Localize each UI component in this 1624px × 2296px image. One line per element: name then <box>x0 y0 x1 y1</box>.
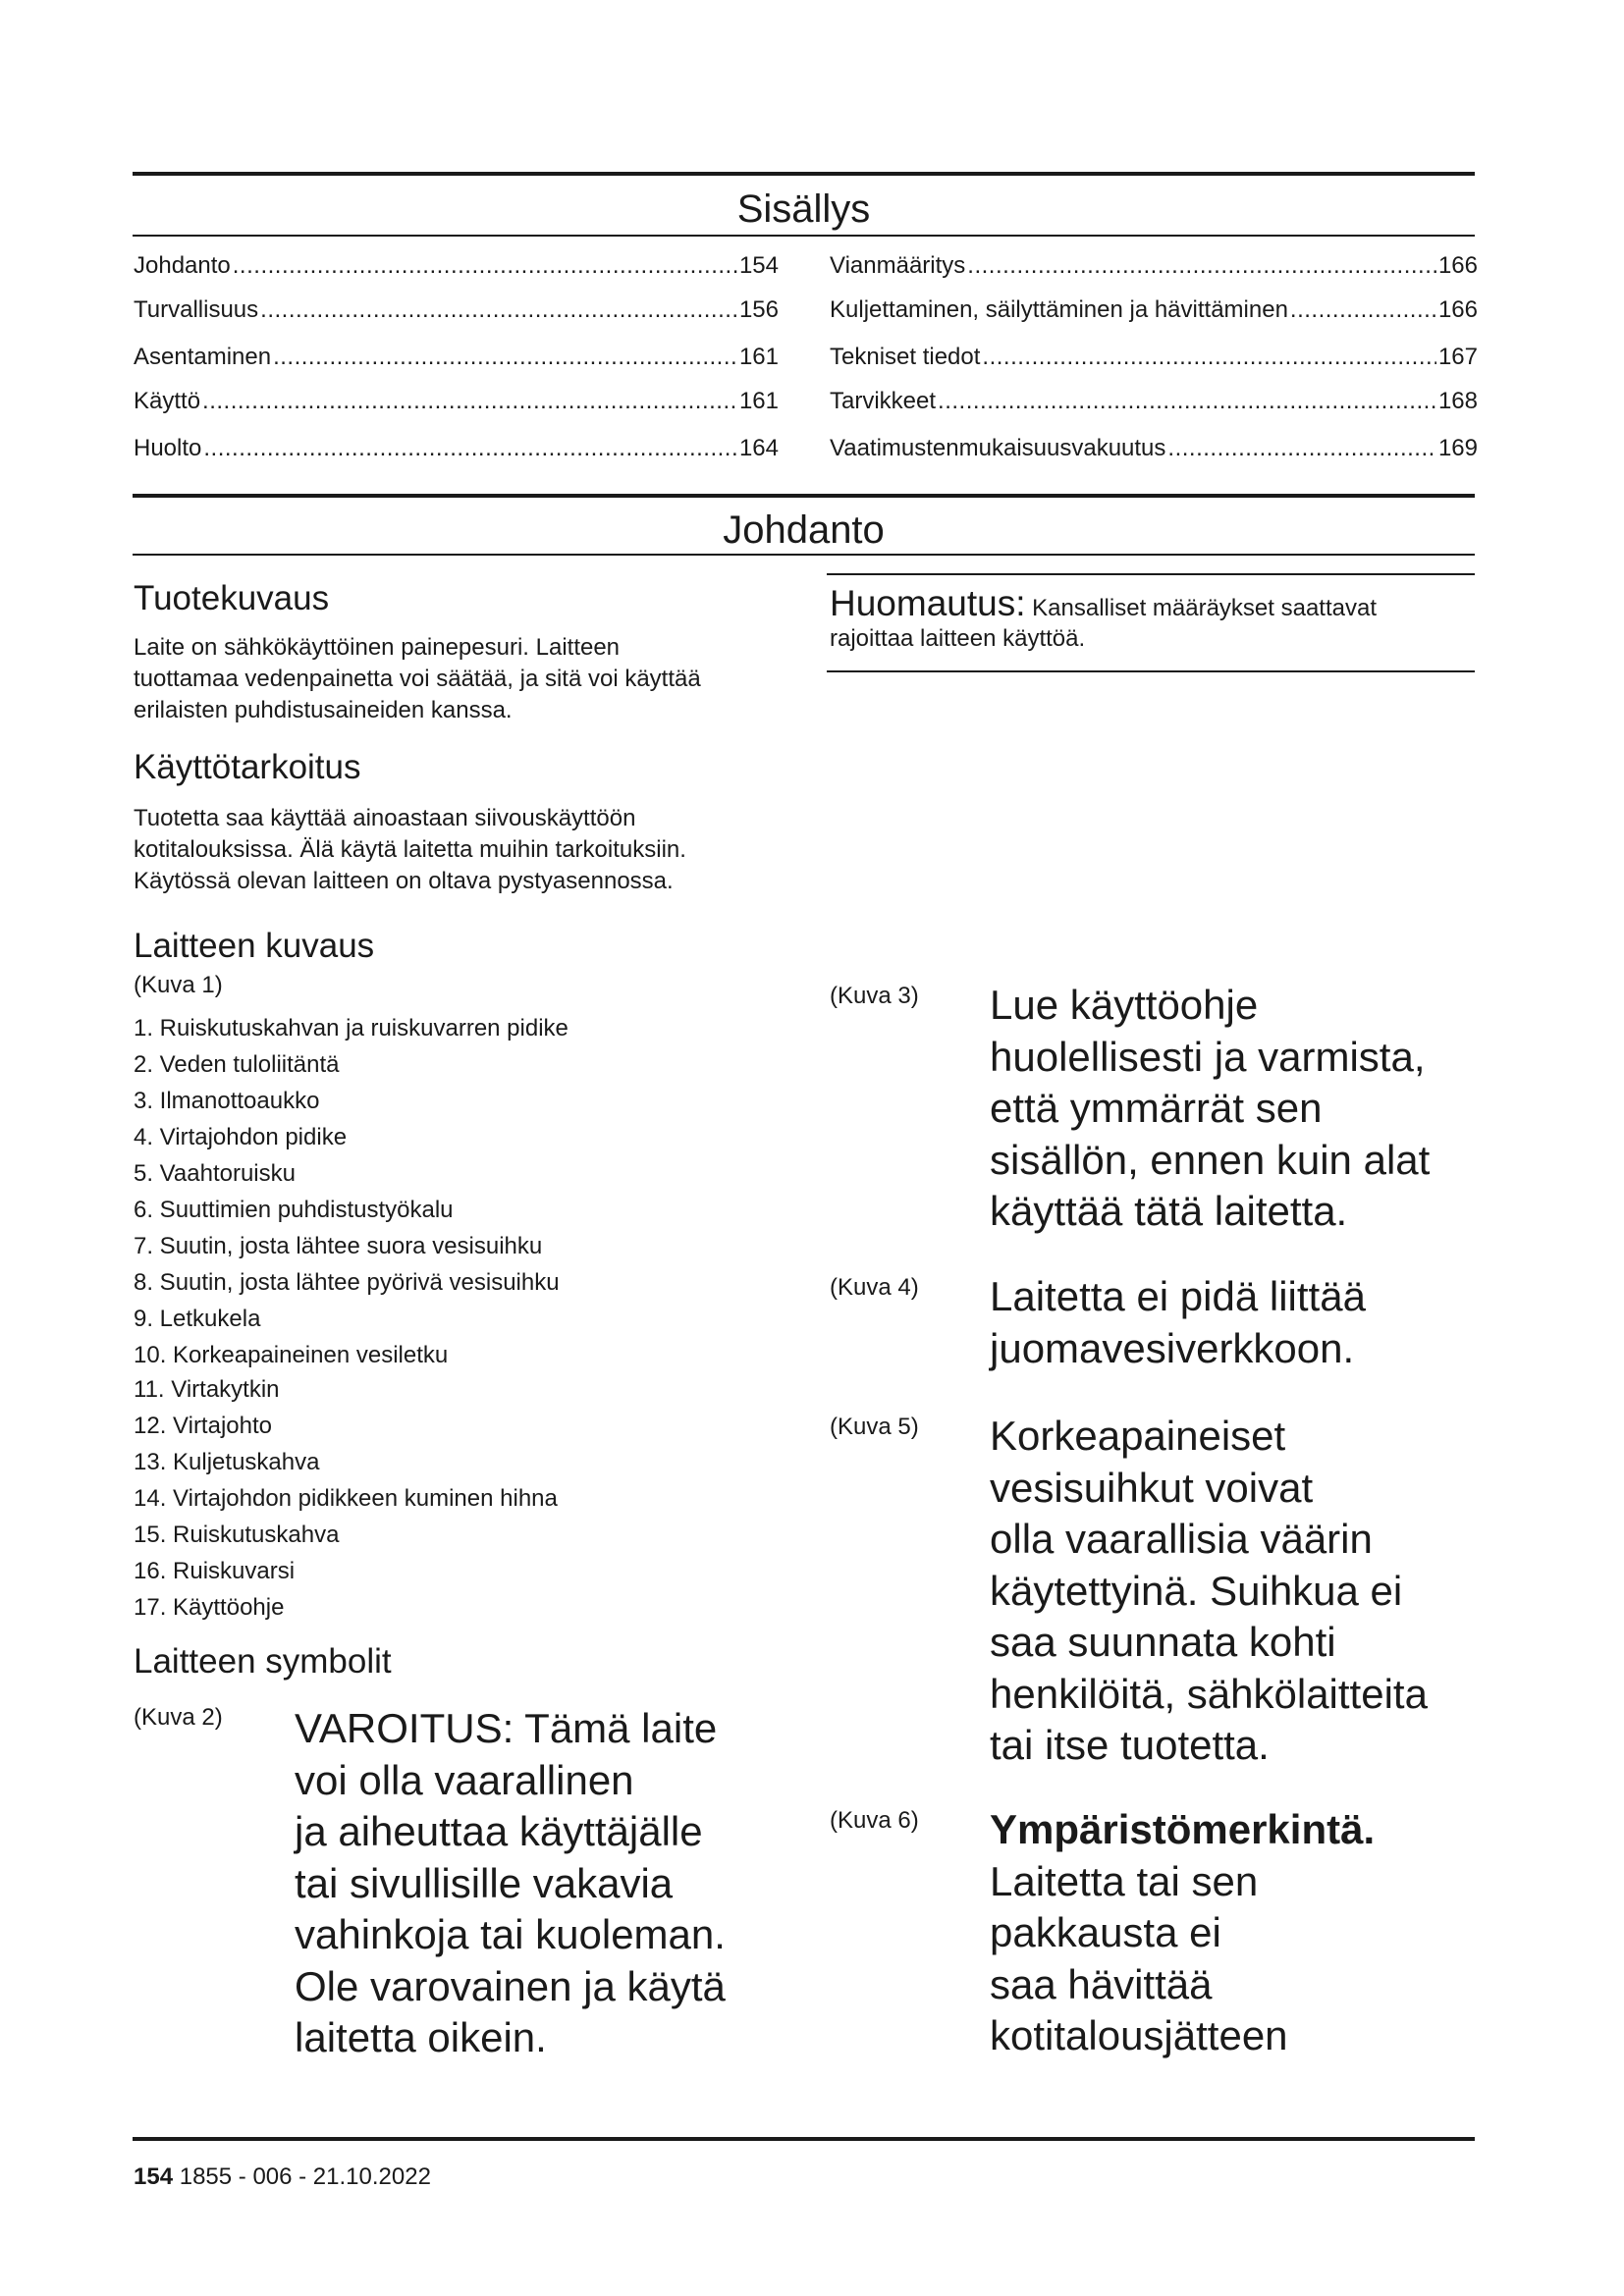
note-text: Kansalliset määräykset saattavat <box>1032 595 1378 621</box>
text-line: vahinkoja tai kuoleman. <box>295 1911 726 1957</box>
toc-entry-label: Johdanto <box>134 252 231 279</box>
text-line: saa hävittää <box>990 1960 1213 2007</box>
text-line: Laite on sähkökäyttöinen painepesuri. Laitteen <box>134 634 621 661</box>
toc-leader-dots <box>982 346 1436 369</box>
text-line: käyttää tätä laitetta. <box>990 1188 1348 1234</box>
laitteen-symbolit-heading: Laitteen symbolit <box>134 1642 392 1681</box>
text-line: sisällön, ennen kuin alat <box>990 1136 1431 1183</box>
toc-leader-dots <box>260 298 737 322</box>
toc-entry-label: Kuljettaminen, säilyttäminen ja hävittäminen <box>830 296 1288 323</box>
symbol-description <box>990 1271 1366 1374</box>
section-title: Johdanto <box>723 508 885 552</box>
text-line: ja aiheuttaa käyttäjälle <box>295 1808 703 1854</box>
text-line: laitetta oikein. <box>295 2014 547 2060</box>
text-line: Korkeapaineiset <box>990 1413 1286 1459</box>
list-item: 17. Käyttöohje <box>134 1594 285 1621</box>
list-item: 11. Virtakytkin <box>134 1376 280 1403</box>
toc-leader-dots <box>967 254 1436 278</box>
section-bottom-rule <box>133 554 1475 556</box>
figure-reference: (Kuva 1) <box>134 972 223 998</box>
toc-leader-dots <box>1290 298 1436 322</box>
note-line: rajoittaa laitteen käyttöä. <box>830 625 1086 652</box>
text-line: voi olla vaarallinen <box>295 1756 634 1803</box>
list-item: 9. Letkukela <box>134 1306 261 1332</box>
text-line: vesisuihkut voivat <box>990 1464 1314 1511</box>
toc-entry[interactable] <box>830 254 1478 278</box>
list-item: 14. Virtajohdon pidikkeen kuminen hihna <box>134 1485 558 1512</box>
note-bottom-rule <box>827 670 1475 672</box>
list-item: 8. Suutin, josta lähtee pyörivä vesisuihku <box>134 1269 560 1296</box>
text-line: tai itse tuotetta. <box>990 1722 1270 1768</box>
toc-entry-page: 161 <box>738 388 779 414</box>
text-line: juomavesiverkkoon. <box>990 1324 1355 1371</box>
text-line: Ole varovainen ja käytä <box>295 1962 726 2009</box>
toc-leader-dots <box>273 346 737 369</box>
symbol-description <box>990 1411 1428 1772</box>
list-item: 2. Veden tuloliitäntä <box>134 1051 340 1078</box>
toc-entry-page: 161 <box>738 344 779 370</box>
tuotekuvaus-paragraph <box>134 632 762 726</box>
list-item: 13. Kuljetuskahva <box>134 1449 320 1475</box>
text-line: Tuotetta saa käyttää ainoastaan siivouskäyttöön <box>134 805 636 831</box>
toc-entry-page: 154 <box>738 252 779 279</box>
text-line: Ympäristömerkintä. <box>990 1806 1376 1852</box>
list-item: 3. Ilmanottoaukko <box>134 1088 320 1114</box>
figure-reference: (Kuva 4) <box>830 1274 919 1301</box>
list-item: 1. Ruiskutuskahvan ja ruiskuvarren pidike <box>134 1015 568 1041</box>
text-line: tuottamaa vedenpainetta voi säätää, ja sitä voi käyttää <box>134 666 701 692</box>
symbol-description <box>990 1804 1375 2062</box>
figure-reference: (Kuva 5) <box>830 1414 919 1440</box>
toc-title: Sisällys <box>736 187 871 231</box>
text-line: erilaisten puhdistusaineiden kanssa. <box>134 697 513 723</box>
toc-entry[interactable] <box>830 390 1478 413</box>
list-item: 12. Virtajohto <box>134 1413 272 1439</box>
toc-entry[interactable] <box>830 346 1478 369</box>
toc-entry-label: Vaatimustenmukaisuusvakuutus <box>830 435 1166 461</box>
toc-leader-dots <box>1167 437 1436 460</box>
footer-page-number: 154 <box>134 2163 174 2190</box>
toc-entry[interactable] <box>830 437 1478 460</box>
note-box <box>830 585 1473 651</box>
figure-reference: (Kuva 2) <box>134 1704 223 1731</box>
text-line: pakkausta ei <box>990 1909 1221 1955</box>
toc-entry-page: 169 <box>1437 435 1478 461</box>
text-line: tai sivullisille vakavia <box>295 1859 674 1906</box>
list-item: 16. Ruiskuvarsi <box>134 1558 296 1584</box>
text-line: että ymmärrät sen <box>990 1085 1323 1131</box>
list-item: 4. Virtajohdon pidike <box>134 1124 348 1150</box>
toc-leader-dots <box>233 254 737 278</box>
figure-reference: (Kuva 3) <box>830 983 919 1009</box>
toc-entry[interactable] <box>134 346 779 369</box>
text-line: kotitalousjätteen <box>990 2012 1288 2058</box>
toc-entry-page: 164 <box>738 435 779 461</box>
note-line <box>830 585 1473 627</box>
section-top-rule <box>133 494 1475 498</box>
toc-entry[interactable] <box>134 298 779 322</box>
kayttotarkoitus-paragraph <box>134 803 762 897</box>
footer-rule <box>133 2137 1475 2141</box>
laitteen-kuvaus-heading: Laitteen kuvaus <box>134 927 375 965</box>
toc-leader-dots <box>938 390 1436 413</box>
toc-leader-dots <box>202 390 737 413</box>
toc-entry[interactable] <box>134 254 779 278</box>
toc-entry-label: Huolto <box>134 435 202 461</box>
toc-entry-page: 166 <box>1437 296 1478 323</box>
toc-top-rule <box>133 172 1475 176</box>
warning-symbol-text <box>295 1703 726 2064</box>
text-line: käytettyinä. Suihkua ei <box>990 1567 1403 1614</box>
list-item: 10. Korkeapaineinen vesiletku <box>134 1342 449 1368</box>
list-item: 15. Ruiskutuskahva <box>134 1522 340 1548</box>
toc-entry-label: Tekniset tiedot <box>830 344 981 370</box>
toc-entry-page: 156 <box>738 296 779 323</box>
note-label: Huomautus: <box>830 583 1026 623</box>
footer-document-code: 1855 - 006 - 21.10.2022 <box>179 2163 431 2190</box>
text-line: Lue käyttöohje <box>990 982 1259 1028</box>
toc-entry-page: 166 <box>1437 252 1478 279</box>
toc-entry[interactable] <box>134 390 779 413</box>
toc-leader-dots <box>203 437 737 460</box>
text-line: saa suunnata kohti <box>990 1619 1336 1665</box>
tuotekuvaus-heading: Tuotekuvaus <box>134 579 330 617</box>
toc-entry-page: 168 <box>1437 388 1478 414</box>
toc-bottom-rule <box>133 235 1475 237</box>
toc-entry-label: Vianmääritys <box>830 252 966 279</box>
text-line: Laitetta tai sen <box>990 1857 1259 1904</box>
figure-reference: (Kuva 6) <box>830 1807 919 1834</box>
text-line: kotitalouksissa. Älä käytä laitetta muihin tarkoituksiin. <box>134 836 686 863</box>
text-line: VAROITUS: Tämä laite <box>295 1705 718 1751</box>
footer <box>134 2165 431 2189</box>
list-item: 5. Vaahtoruisku <box>134 1160 296 1187</box>
text-line: olla vaarallisia väärin <box>990 1516 1373 1562</box>
list-item: 7. Suutin, josta lähtee suora vesisuihku <box>134 1233 543 1259</box>
toc-entry-page: 167 <box>1437 344 1478 370</box>
toc-entry-label: Turvallisuus <box>134 296 259 323</box>
text-line: Laitetta ei pidä liittää <box>990 1273 1366 1319</box>
kayttotarkoitus-heading: Käyttötarkoitus <box>134 748 361 786</box>
text-line: henkilöitä, sähkölaitteita <box>990 1670 1428 1717</box>
symbol-description <box>990 980 1430 1238</box>
toc-entry-label: Asentaminen <box>134 344 272 370</box>
toc-entry[interactable] <box>134 437 779 460</box>
note-top-rule <box>827 573 1475 575</box>
toc-entry-label: Käyttö <box>134 388 201 414</box>
text-line: Käytössä olevan laitteen on oltava pystyasennossa. <box>134 868 674 894</box>
list-item: 6. Suuttimien puhdistustyökalu <box>134 1197 454 1223</box>
text-line: huolellisesti ja varmista, <box>990 1033 1426 1080</box>
toc-entry[interactable] <box>830 298 1478 322</box>
toc-entry-label: Tarvikkeet <box>830 388 937 414</box>
